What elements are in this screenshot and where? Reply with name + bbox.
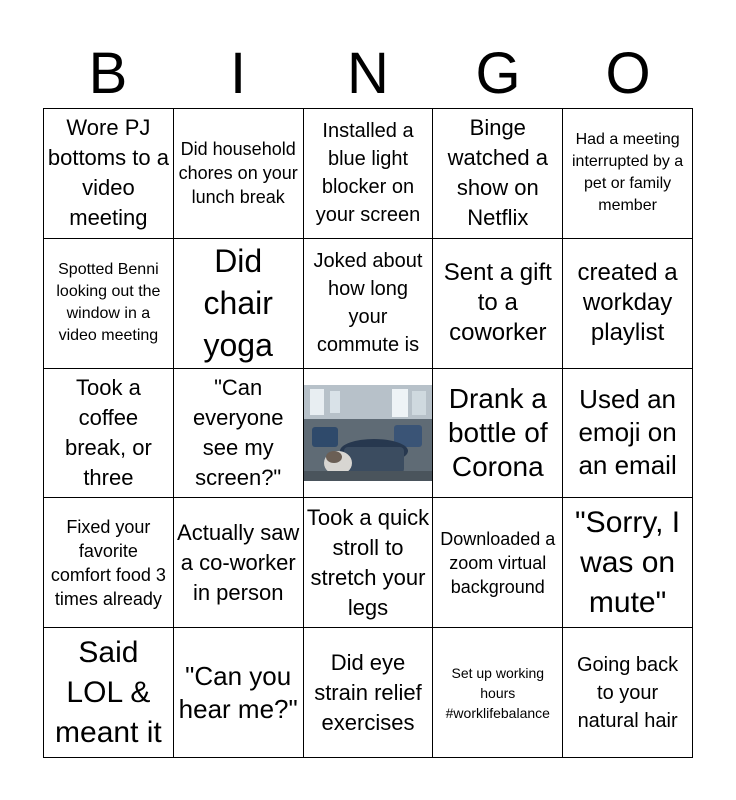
bingo-cell[interactable]: [174, 628, 304, 758]
bingo-cell[interactable]: [304, 628, 434, 758]
header-letter-b: B: [88, 41, 128, 106]
cell-text: Binge watched a show on Netflix: [447, 115, 548, 231]
bingo-cell[interactable]: [174, 369, 304, 499]
bingo-cell[interactable]: [44, 369, 174, 499]
bingo-cell[interactable]: [44, 498, 174, 628]
header-letter-o: O: [605, 41, 651, 106]
cell-text: Took a quick stroll to stretch your legs: [306, 504, 430, 620]
cell-text: created a workday playlist: [577, 259, 678, 347]
cell-text: Going back to your natural hair: [577, 653, 679, 732]
bingo-cell[interactable]: [433, 628, 563, 758]
bingo-cell[interactable]: [304, 109, 434, 239]
cell-text: "Sorry, I was on mute": [575, 505, 681, 619]
cell-text: Fixed your favorite comfort food 3 times already: [50, 516, 166, 609]
cell-text: "Can everyone see my screen?": [192, 374, 284, 490]
bingo-cell[interactable]: [44, 109, 174, 239]
bingo-cell[interactable]: [304, 239, 434, 369]
cell-text: Set up working hours #worklifebalance: [445, 664, 550, 721]
header-letter-g: G: [475, 41, 521, 106]
bingo-cell[interactable]: [44, 628, 174, 758]
bingo-cell[interactable]: [563, 498, 693, 628]
bingo-card: [43, 108, 693, 758]
cell-text: Wore PJ bottoms to a video meeting: [47, 115, 169, 231]
bingo-cell[interactable]: [563, 369, 693, 499]
bingo-cell[interactable]: [304, 498, 434, 628]
cell-text: "Can you hear me?": [178, 660, 298, 724]
cell-text: Sent a gift to a coworker: [443, 259, 552, 347]
bingo-cell[interactable]: [433, 369, 563, 499]
bingo-cell[interactable]: [174, 109, 304, 239]
bingo-cell[interactable]: [563, 109, 693, 239]
cell-text: Did eye strain relief exercises: [314, 649, 422, 735]
header-letter-n: N: [347, 41, 389, 106]
bingo-cell[interactable]: [174, 239, 304, 369]
cell-text: Drank a bottle of Corona: [447, 382, 548, 482]
header-letter-i: I: [229, 41, 247, 106]
cell-text: Did chair yoga: [203, 243, 273, 364]
bingo-header: [43, 40, 693, 108]
cell-text: Said LOL & meant it: [55, 635, 162, 749]
bingo-cell[interactable]: [44, 239, 174, 369]
cell-text: Did household chores on your lunch break: [178, 139, 298, 208]
bingo-cell[interactable]: [563, 628, 693, 758]
bingo-cell[interactable]: [174, 498, 304, 628]
bingo-cell[interactable]: [563, 239, 693, 369]
cell-text: Actually saw a co-worker in person: [177, 519, 300, 605]
cell-text: Took a coffee break, or three: [64, 374, 152, 490]
cell-text: Downloaded a zoom virtual background: [440, 528, 556, 597]
bingo-cell[interactable]: [433, 239, 563, 369]
free-space[interactable]: [304, 369, 434, 499]
cell-text: Spotted Benni looking out the window in a video meeting: [56, 261, 161, 345]
bingo-cell[interactable]: [433, 498, 563, 628]
free-space-photo: [304, 385, 432, 481]
cell-text: Installed a blue light blocker on your screen: [315, 120, 421, 227]
cell-text: Had a meeting interrupted by a pet or family member: [572, 131, 684, 215]
bingo-cell[interactable]: [433, 109, 563, 239]
cell-text: Used an emoji on an email: [578, 384, 677, 481]
cell-text: Joked about how long your commute is: [313, 250, 423, 357]
